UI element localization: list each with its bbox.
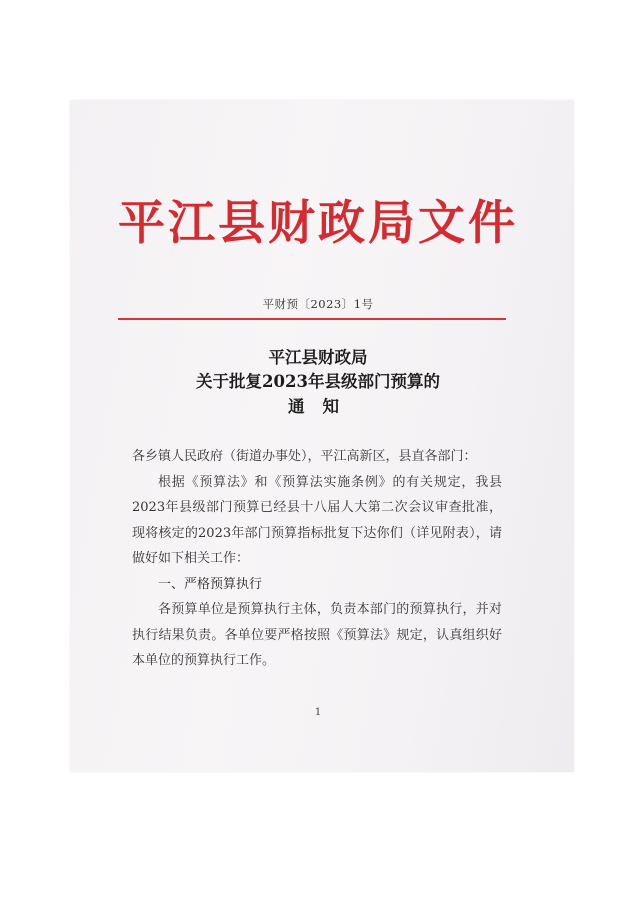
page-number: 1 — [314, 707, 322, 718]
document-title-line-1: 平江县财政局 — [268, 348, 368, 367]
body-paragraph-1: 根据《预算法》和《预算法实施条例》的有关规定，我县2023年县级部门预算已经县十八届人大第二次会议审查批准，现将核定的2023年部门预算指标批复下达你们（详见附表），请做好如下相关工作： — [132, 474, 502, 566]
document-title-line-2: 关于批复2023年县级部门预算的 — [196, 372, 440, 391]
document-header: 平江县财政局文件 — [118, 196, 518, 251]
addressee-line: 各乡镇人民政府（街道办事处），平江高新区，县直各部门： — [132, 449, 477, 464]
section-heading-1: 一、严格预算执行 — [158, 576, 263, 592]
document-number: 平财预〔2023〕1号 — [262, 297, 374, 311]
document-title-line-3: 通知 — [288, 397, 357, 416]
body-paragraph-2: 各预算单位是预算执行主体，负责本部门的预算执行，并对执行结果负责。各单位要严格按照《预算法》规定，认真组织好本单位的预算执行工作。 — [132, 602, 502, 668]
document-body — [132, 444, 502, 674]
red-divider-line — [118, 318, 506, 320]
